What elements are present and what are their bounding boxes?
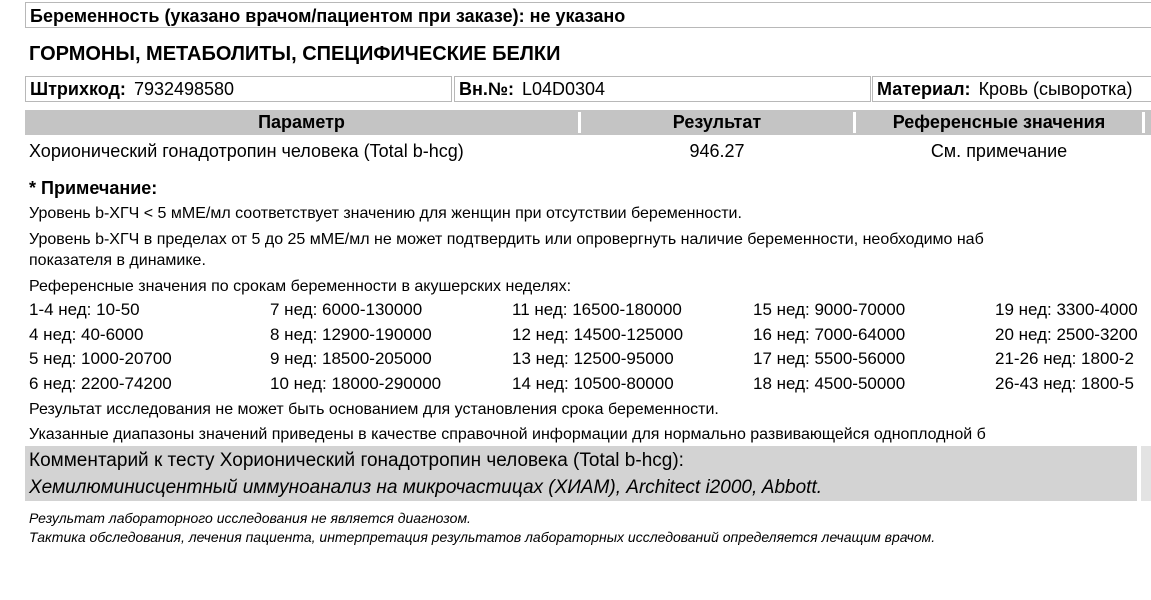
week-range: 16 нед: 7000-64000: [753, 325, 906, 344]
barcode-cell: [25, 76, 452, 102]
week-range: 1-4 нед: 10-50: [29, 300, 140, 319]
internal-number-value: L04D0304: [521, 79, 606, 99]
week-range: 18 нед: 4500-50000: [753, 374, 906, 393]
internal-number-cell: [454, 76, 871, 102]
week-range: 7 нед: 6000-130000: [270, 300, 423, 319]
week-range: 8 нед: 12900-190000: [270, 325, 432, 344]
week-range: 6 нед: 2200-74200: [29, 374, 172, 393]
row-result: 946.27: [689, 141, 745, 161]
header-reference: Референсные значения: [892, 112, 1106, 132]
comment-method: Хемилюминисцентный иммуноанализ на микрочастицах (ХИАМ), Architect i2000, Abbott.: [29, 477, 823, 498]
material-label: Материал:: [877, 79, 971, 99]
week-range: 20 нед: 2500-3200: [995, 325, 1138, 344]
week-range: 19 нед: 3300-4000: [995, 300, 1138, 319]
note-title: * Примечание:: [29, 178, 158, 198]
comment-title: Комментарий к тесту Хорионический гонадотропин человека (Total b-hcg):: [29, 450, 684, 471]
week-range: 26-43 нед: 1800-5: [995, 374, 1134, 393]
footer-disclaimer: Тактика обследования, лечения пациента, интерпретация результатов лабораторных исследований определяется лечащим врачом.: [29, 529, 936, 545]
internal-number-label: Вн.№:: [459, 79, 514, 99]
row-parameter: Хорионический гонадотропин человека (Total b-hcg): [29, 141, 464, 161]
week-range: 12 нед: 14500-125000: [512, 325, 684, 344]
barcode-value: 7932498580: [133, 79, 235, 99]
material-value: Кровь (сыворотка): [978, 79, 1133, 99]
note-line: Уровень b-ХГЧ в пределах от 5 до 25 мМЕ/мл не может подтвердить или опровергнуть наличие беременности, необходимо наб: [29, 231, 984, 248]
week-range: 5 нед: 1000-20700: [29, 349, 172, 368]
barcode-label: Штрихкод:: [30, 79, 126, 99]
week-range: 14 нед: 10500-80000: [512, 374, 674, 393]
note-line: Уровень b-ХГЧ < 5 мМЕ/мл соответствует значению для женщин при отсутствии беременности.: [29, 205, 742, 222]
reference-weeks-title: Референсные значения по срокам беременности в акушерских неделях:: [29, 278, 572, 295]
week-range: 9 нед: 18500-205000: [270, 349, 432, 368]
material-cell: [872, 76, 1151, 102]
week-range: 17 нед: 5500-56000: [753, 349, 906, 368]
week-range: 10 нед: 18000-290000: [270, 374, 442, 393]
header-result: Результат: [672, 112, 762, 132]
comment-box-edge: [1141, 446, 1151, 501]
pregnancy-text: Беременность (указано врачом/пациентом при заказе): не указано: [30, 6, 626, 26]
week-range: 13 нед: 12500-95000: [512, 349, 674, 368]
table-header: [25, 110, 1151, 135]
note-line: показателя в динамике.: [29, 252, 206, 269]
week-range: 11 нед: 16500-180000: [512, 300, 682, 319]
footer-disclaimer: Результат лабораторного исследования не является диагнозом.: [29, 510, 471, 526]
section-title: ГОРМОНЫ, МЕТАБОЛИТЫ, СПЕЦИФИЧЕСКИЕ БЕЛКИ: [29, 43, 561, 65]
week-range: 15 нед: 9000-70000: [753, 300, 906, 319]
note-line: Указанные диапазоны значений приведены в качестве справочной информации для нормально развивающейся одноплодной б: [29, 426, 986, 443]
week-range: 4 нед: 40-6000: [29, 325, 144, 344]
header-separator: [1142, 112, 1145, 133]
note-line: Результат исследования не может быть основанием для установления срока беременности.: [29, 401, 719, 418]
pregnancy-status: [25, 2, 1151, 28]
header-parameter: Параметр: [258, 112, 345, 132]
row-reference: См. примечание: [930, 141, 1068, 161]
week-range: 21-26 нед: 1800-2: [995, 349, 1134, 368]
